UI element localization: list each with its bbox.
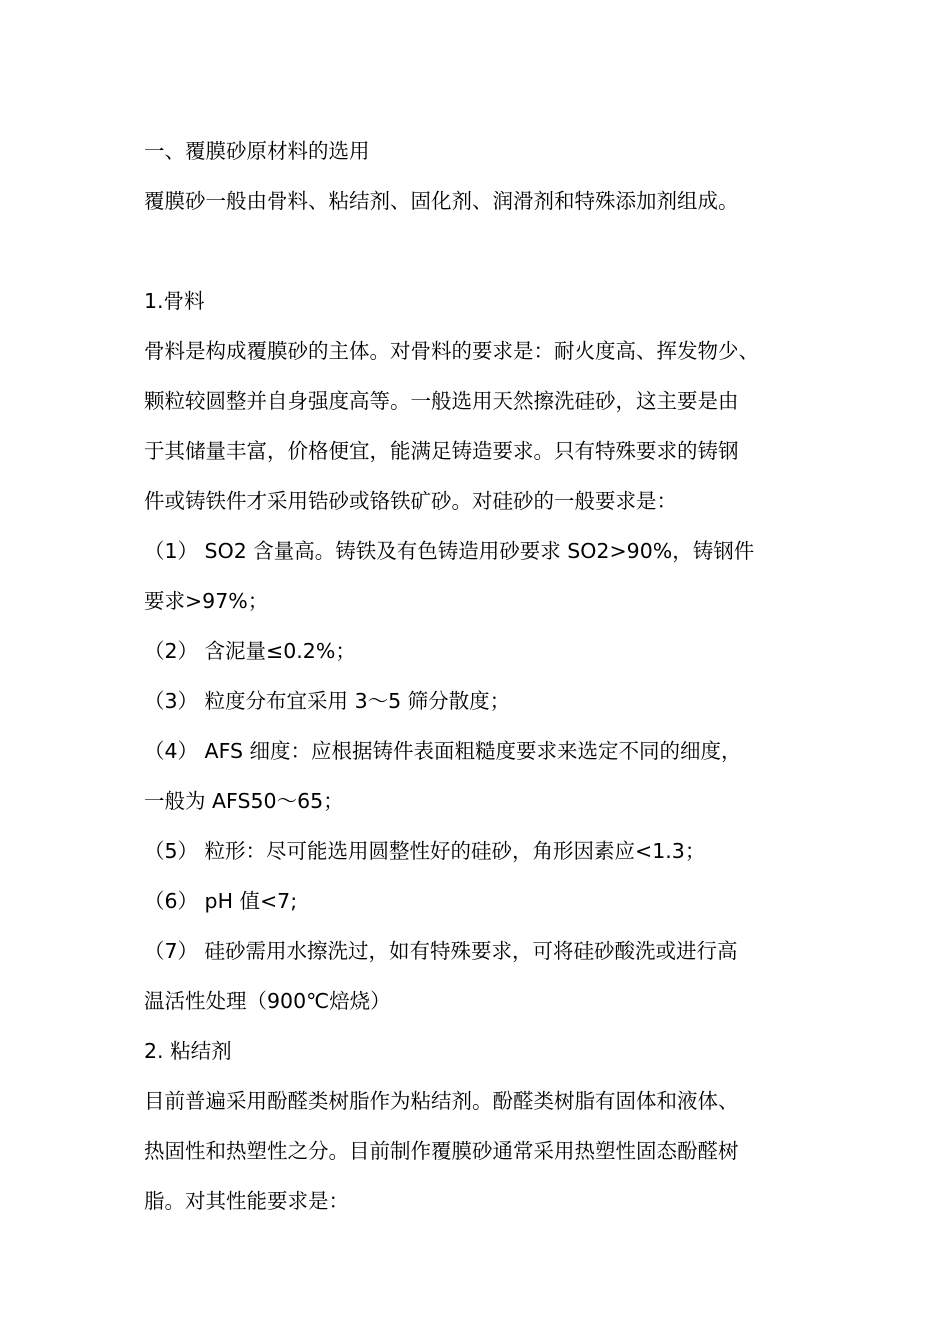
subsection-heading-binder: 2. 粘结剂 — [144, 1039, 232, 1063]
list-item-3: （3） 粒度分布宜采用 3～5 筛分散度； — [144, 689, 511, 713]
list-item-4-continued: 一般为 AFS50～65； — [144, 789, 344, 813]
list-item-2: （2） 含泥量≤0.2%； — [144, 639, 356, 663]
list-item-7-continued: 温活性处理（900℃焙烧） — [144, 989, 391, 1013]
paragraph-line: 于其储量丰富，价格便宜，能满足铸造要求。只有特殊要求的铸钢 — [144, 439, 739, 463]
intro-paragraph: 覆膜砂一般由骨料、粘结剂、固化剂、润滑剂和特殊添加剂组成。 — [144, 189, 739, 213]
paragraph-line: 脂。对其性能要求是： — [144, 1189, 349, 1213]
section-heading: 一、覆膜砂原材料的选用 — [144, 139, 370, 163]
paragraph-line: 颗粒较圆整并自身强度高等。一般选用天然擦洗硅砂，这主要是由 — [144, 389, 739, 413]
list-item-4: （4） AFS 细度：应根据铸件表面粗糙度要求来选定不同的细度， — [144, 739, 742, 763]
list-item-7: （7） 硅砂需用水擦洗过，如有特殊要求，可将硅砂酸洗或进行高 — [144, 939, 738, 963]
subsection-heading-aggregate: 1.骨料 — [144, 289, 205, 313]
paragraph-line: 骨料是构成覆膜砂的主体。对骨料的要求是：耐火度高、挥发物少、 — [144, 339, 759, 363]
paragraph-line: 目前普遍采用酚醛类树脂作为粘结剂。酚醛类树脂有固体和液体、 — [144, 1089, 739, 1113]
list-item-1: （1） SO2 含量高。铸铁及有色铸造用砂要求 SO2>90%，铸钢件 — [144, 539, 755, 563]
list-item-5: （5） 粒形：尽可能选用圆整性好的硅砂，角形因素应<1.3； — [144, 839, 706, 863]
paragraph-line: 件或铸铁件才采用锆砂或铬铁矿砂。对硅砂的一般要求是： — [144, 489, 677, 513]
paragraph-line: 热固性和热塑性之分。目前制作覆膜砂通常采用热塑性固态酚醛树 — [144, 1139, 739, 1163]
list-item-6: （6） pH 值<7; — [144, 889, 298, 913]
list-item-1-continued: 要求>97%； — [144, 589, 269, 613]
